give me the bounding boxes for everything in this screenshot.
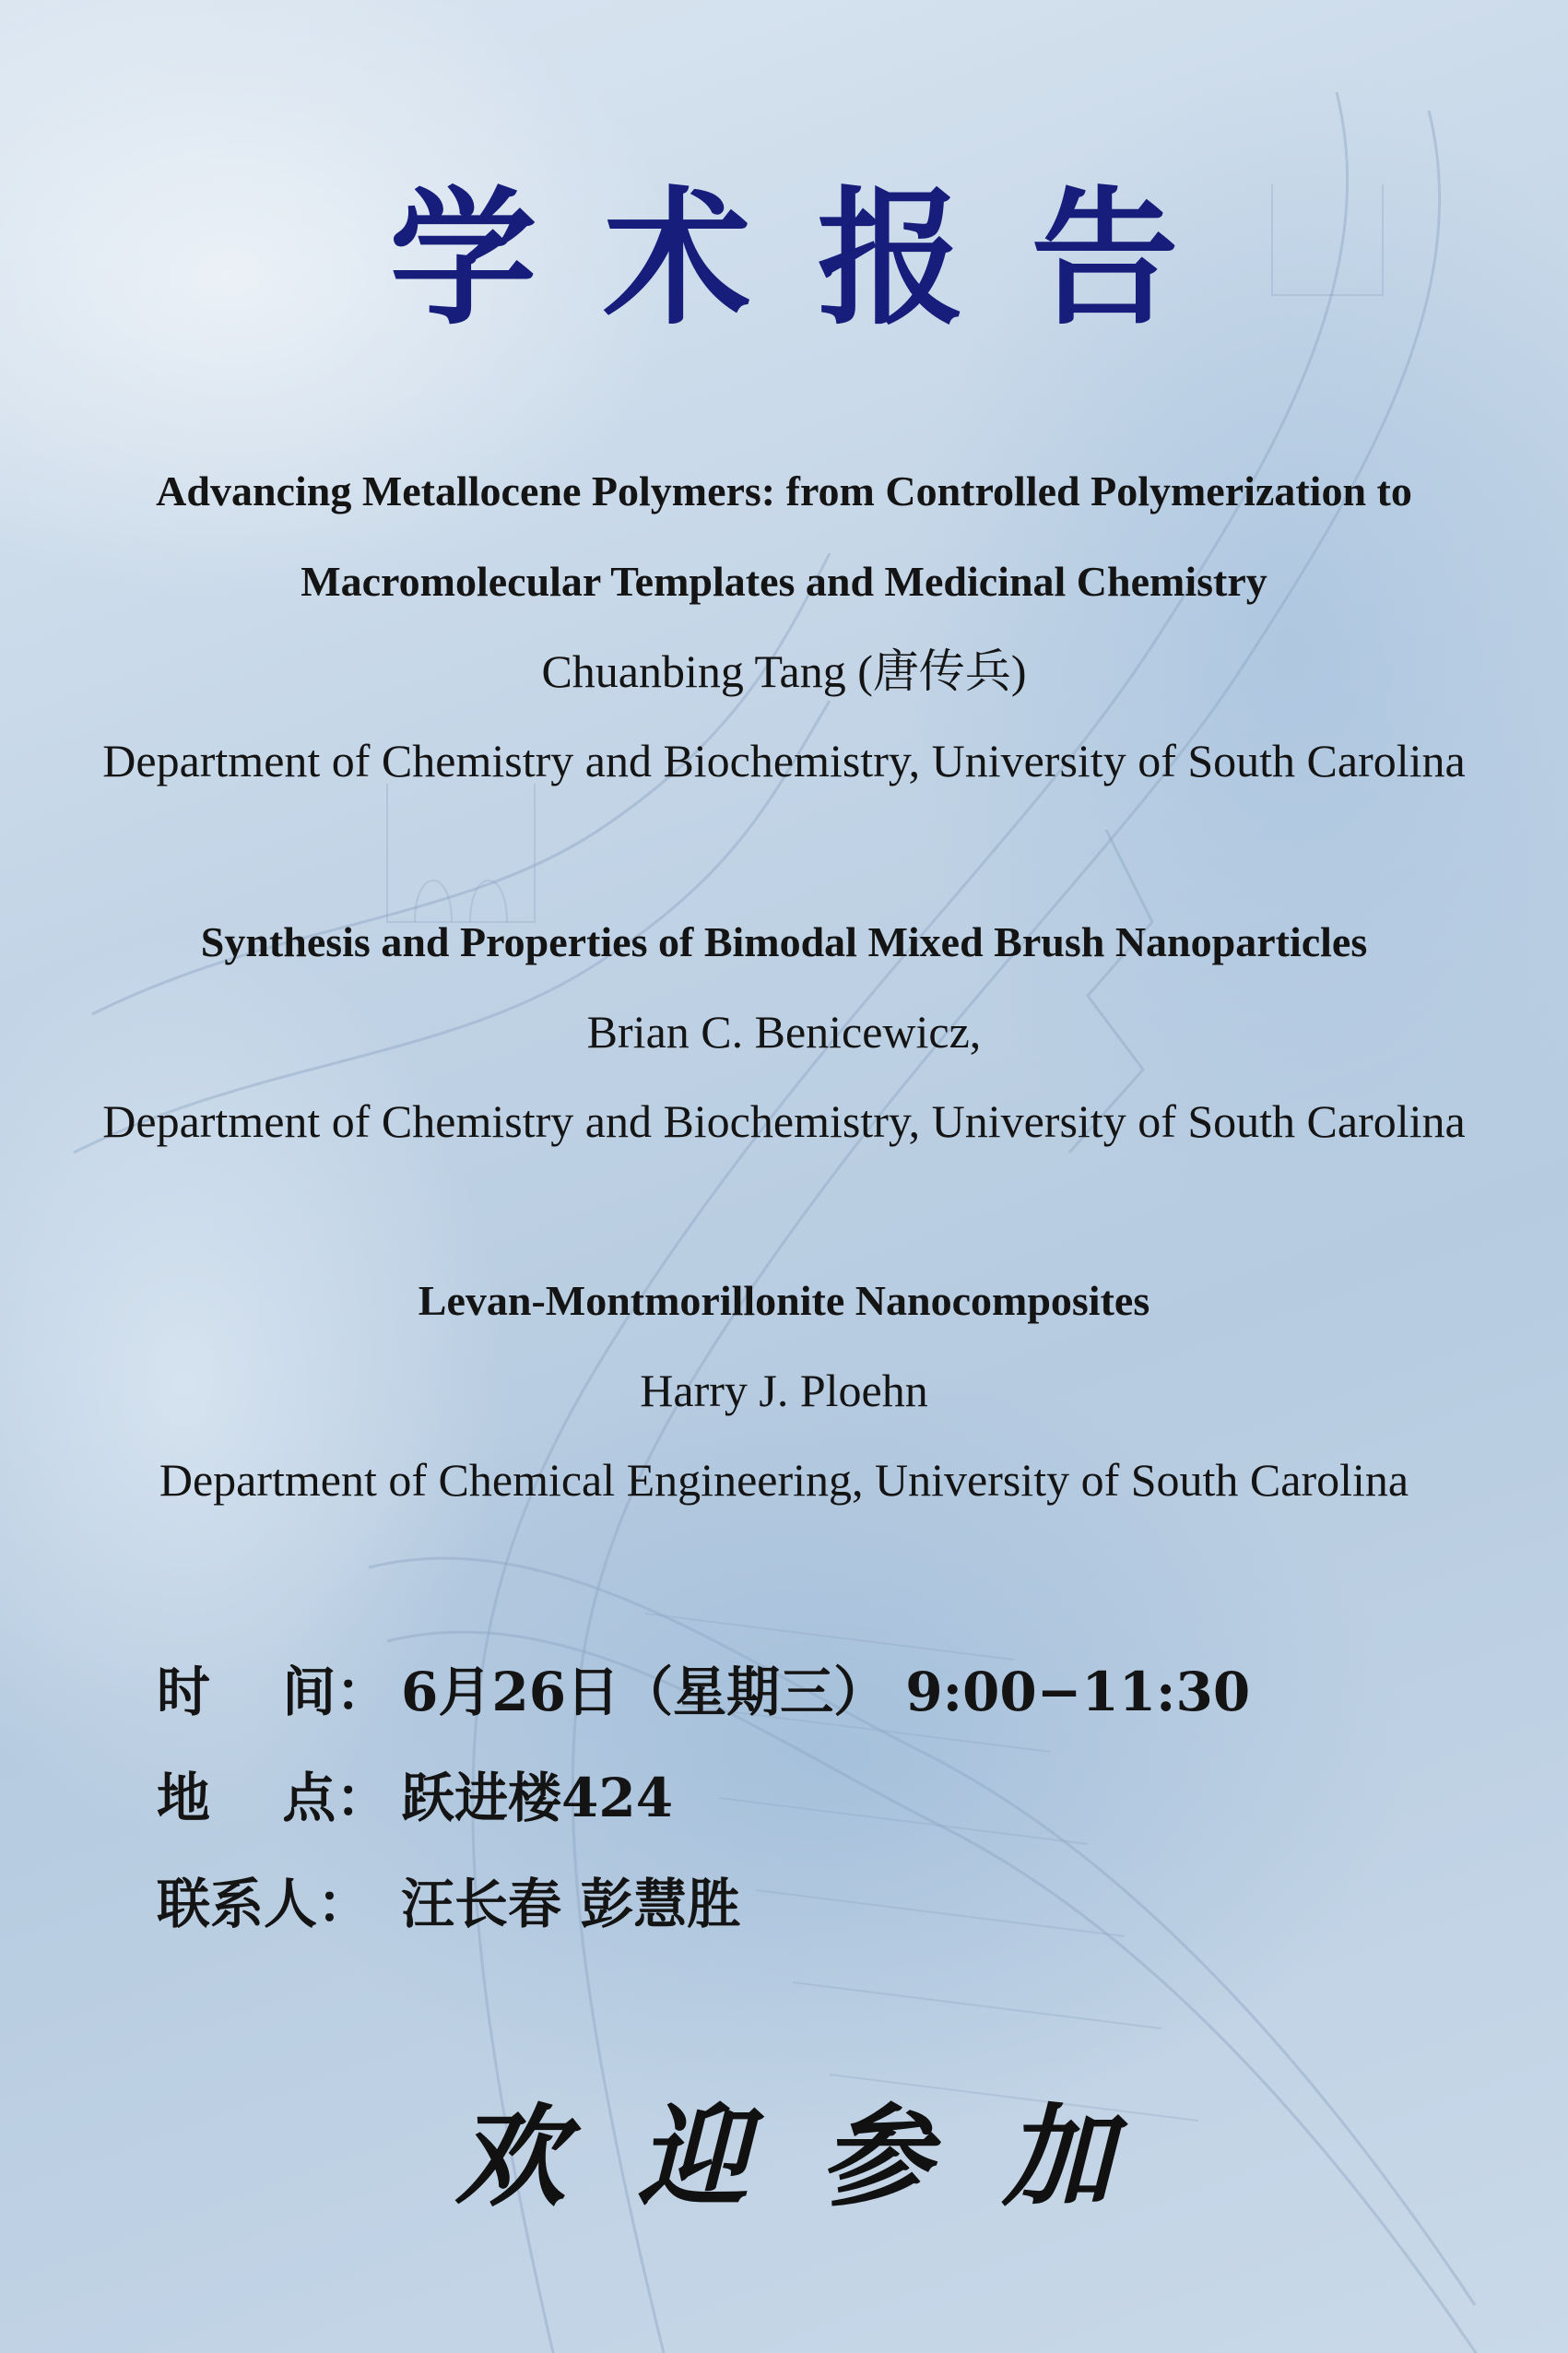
event-contact-label: 联系人： [157, 1873, 371, 1935]
event-time-label: 时 间： [157, 1661, 390, 1723]
talk-3-affiliation: Department of Chemical Engineering, University of South Carolina [159, 1454, 1409, 1506]
talk-2-affiliation: Department of Chemistry and Biochemistry, University of South Carolina [102, 1095, 1466, 1147]
talk-2-speaker: Brian C. Benicewicz, [586, 1006, 982, 1058]
talk-1-title-line-2: Macromolecular Templates and Medicinal Chemistry [301, 558, 1267, 605]
talk-3-speaker: Harry J. Ploehn [640, 1365, 928, 1416]
talk-1-title-line-1: Advancing Metallocene Polymers: from Controlled Polymerization to [156, 467, 1412, 514]
talk-2-title: Synthesis and Properties of Bimodal Mixed Brush Nanoparticles [200, 918, 1368, 965]
event-time-value: 6月26日（星期三） 9:00−11:30 [401, 1661, 1251, 1723]
event-time-row [157, 1655, 1355, 1729]
poster-title: 学术报告 [389, 171, 1245, 345]
event-contact-row [157, 1867, 1355, 1941]
event-place-value: 跃进楼424 [401, 1767, 674, 1829]
talk-3-title: Levan-Montmorillonite Nanocomposites [418, 1277, 1150, 1324]
event-place-row [157, 1761, 1355, 1835]
event-place-label: 地 点： [157, 1767, 390, 1829]
event-contact-value: 汪长春 彭慧胜 [401, 1873, 741, 1935]
welcome-message: 欢迎参加 [454, 2092, 1185, 2222]
talk-1-speaker: Chuanbing Tang (唐传兵) [541, 645, 1027, 697]
talk-1-affiliation: Department of Chemistry and Biochemistry, University of South Carolina [102, 735, 1466, 786]
